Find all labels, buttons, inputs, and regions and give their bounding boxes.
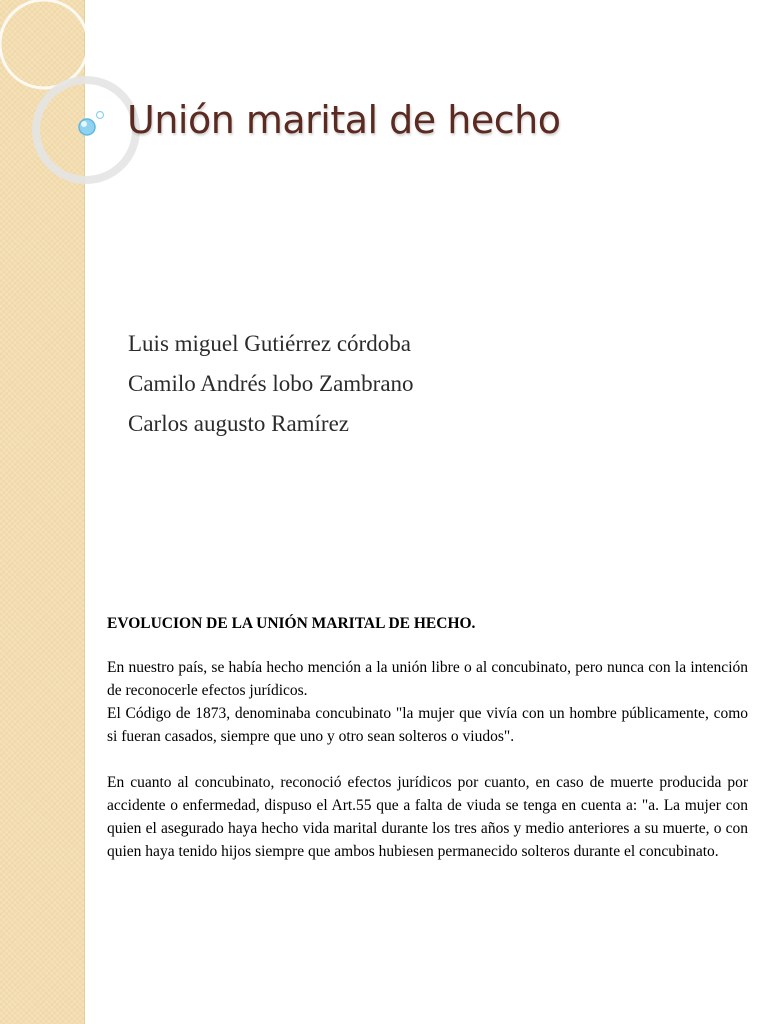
document-heading: EVOLUCION DE LA UNIÓN MARITAL DE HECHO. bbox=[107, 615, 476, 632]
small-bubble-icon bbox=[97, 112, 104, 119]
slide-title: Unión marital de hecho bbox=[127, 98, 561, 142]
author-name: Carlos augusto Ramírez bbox=[128, 411, 350, 436]
bubble-highlight bbox=[81, 121, 87, 127]
author-name: Luis miguel Gutiérrez córdoba bbox=[128, 331, 411, 356]
paragraph: En nuestro país, se había hecho mención a la unión libre o al concubinato, pero nunca con la intención de reconocerle efectos jurídicos. bbox=[107, 659, 748, 699]
decorative-rings bbox=[0, 0, 140, 200]
ring-large bbox=[0, 0, 88, 88]
author-list bbox=[128, 324, 414, 444]
paragraph: En cuanto al concubinato, reconoció efectos jurídicos por cuanto, en caso de muerte producida por accidente o enfermedad, dispuso el Art.55 que a falta de viuda se tenga en cuenta a: "a. La mujer con quien el asegurado haya hecho vida marital durante los tres años y medio anteriores a su muerte, o con quien haya tenido hijos siempre que ambos hubiesen permanecido solteros durante el concubinato. bbox=[107, 774, 748, 860]
bubble-icon bbox=[79, 119, 95, 135]
paragraph: El Código de 1873, denominaba concubinato "la mujer que vivía con un hombre públicamente, como si fueran casados, siempre que uno y otro sean solteros o viudos". bbox=[107, 705, 748, 745]
document-text bbox=[107, 612, 748, 863]
author-name: Camilo Andrés lobo Zambrano bbox=[128, 371, 414, 396]
